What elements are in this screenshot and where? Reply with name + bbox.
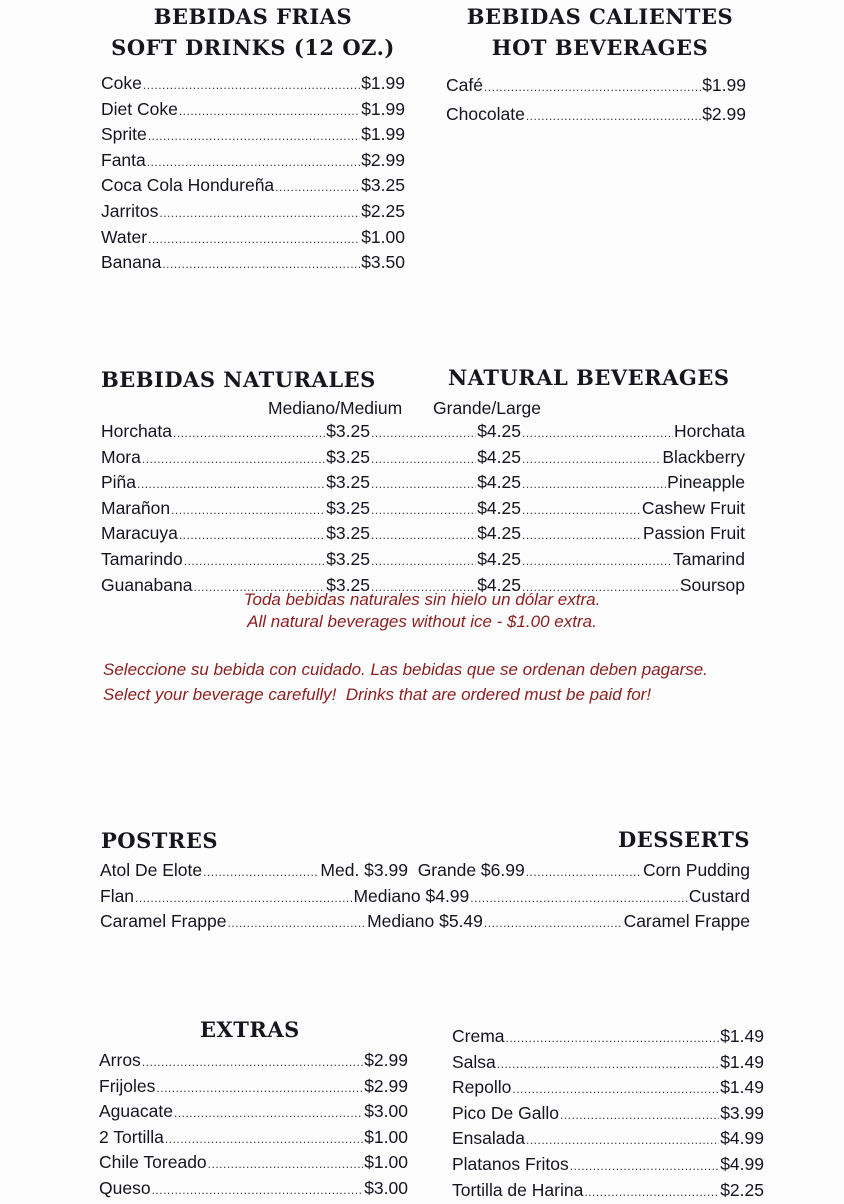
large-price: $4.25	[477, 497, 521, 518]
extras-left-list	[99, 1049, 408, 1203]
menu-item-row	[99, 1075, 408, 1101]
item-price: $4.99	[720, 1153, 764, 1174]
item-name: Chocolate	[446, 104, 525, 124]
menu-item-row	[99, 1151, 408, 1177]
leader-dots	[522, 473, 666, 497]
medium-price: $3.25	[326, 421, 370, 441]
english-segment	[521, 548, 745, 574]
item-name: Chile Toreado	[99, 1152, 207, 1173]
menu-item-row	[101, 72, 405, 98]
leader-dots	[179, 524, 325, 548]
medium-price: $3.25	[326, 472, 370, 493]
english-name: Pineapple	[667, 472, 745, 493]
large-segment	[370, 471, 521, 497]
dessert-price: Mediano $5.49	[367, 911, 483, 932]
leader-dots	[275, 176, 360, 200]
leader-dots	[203, 861, 319, 885]
large-price: $4.25	[477, 446, 521, 467]
leader-dots	[156, 1077, 363, 1101]
item-name: Tamarindo	[101, 548, 183, 569]
menu-item-row	[101, 226, 405, 252]
item-price: $2.99	[364, 1050, 408, 1070]
menu-item-row	[452, 1179, 764, 1204]
leader-dots	[522, 448, 661, 472]
natural-title-en: NATURAL BEVERAGES	[448, 365, 730, 390]
english-segment	[521, 446, 745, 472]
leader-dots	[148, 228, 360, 252]
item-name: Salsa	[452, 1051, 496, 1072]
desserts-title-es: POSTRES	[101, 828, 219, 853]
warning-es: Seleccione su bebida con cuidado. Las bebidas que se ordenan deben pagarse.	[103, 660, 708, 679]
item-name: Platanos Fritos	[452, 1153, 569, 1174]
item-price: $1.49	[720, 1051, 764, 1072]
size-medium-label: Mediano/Medium	[268, 398, 403, 418]
large-segment	[370, 497, 521, 523]
hot-beverages-title-en: HOT BEVERAGES	[491, 35, 709, 60]
leader-dots	[526, 103, 701, 130]
english-name: Tamarind	[673, 548, 745, 569]
english-name: Custard	[688, 885, 750, 906]
soft-drinks-list	[101, 72, 405, 277]
item-price: $2.99	[702, 104, 746, 124]
menu-item-row	[99, 1177, 408, 1203]
item-price: $3.50	[361, 252, 405, 273]
english-name: Horchata	[673, 421, 745, 441]
english-name: Blackberry	[662, 446, 745, 467]
item-price: $3.00	[364, 1177, 408, 1198]
menu-item-row	[99, 1049, 408, 1075]
large-segment	[370, 548, 521, 574]
menu-item-row	[446, 72, 746, 101]
leader-dots	[371, 550, 476, 574]
leader-dots	[526, 1129, 719, 1153]
item-price: $1.99	[361, 98, 405, 119]
english-name: Corn Pudding	[642, 860, 751, 880]
item-name: Piña	[101, 472, 137, 493]
leader-dots	[584, 1181, 719, 1204]
leader-dots	[152, 1179, 364, 1203]
menu-item-row	[101, 98, 405, 124]
leader-dots	[522, 499, 641, 523]
item-price: $2.25	[361, 200, 405, 221]
leader-dots	[371, 524, 476, 548]
menu-item-row	[452, 1102, 764, 1128]
natural-note-es: Toda bebidas naturales sin hielo un dólar extra.	[243, 590, 601, 609]
item-name: Coca Cola Hondureña	[101, 175, 275, 196]
item-name: Guanabana	[101, 574, 193, 595]
item-name: Arros	[99, 1050, 141, 1070]
size-large-label: Grande/Large	[433, 398, 541, 418]
medium-price: $3.25	[326, 446, 370, 467]
item-name: Tortilla de Harina	[452, 1179, 584, 1200]
leader-dots	[371, 499, 476, 523]
leader-dots	[143, 74, 360, 98]
item-name: Ensalada	[452, 1128, 525, 1149]
large-segment	[370, 522, 521, 548]
item-name: Maracuya	[101, 523, 178, 544]
leader-dots	[179, 100, 360, 124]
item-name: Queso	[99, 1177, 151, 1198]
english-name: Soursop	[679, 574, 745, 595]
large-price: $4.25	[477, 421, 521, 441]
item-name: Diet Coke	[101, 98, 178, 119]
item-price: $3.25	[361, 175, 405, 196]
medium-segment	[101, 471, 370, 497]
leader-dots	[184, 550, 325, 574]
english-name: Cashew Fruit	[641, 497, 745, 518]
natural-title-es: BEBIDAS NATURALES	[101, 367, 376, 392]
leader-dots	[371, 448, 476, 472]
item-price: $2.99	[364, 1075, 408, 1096]
medium-segment	[101, 420, 370, 446]
item-price: $3.99	[720, 1102, 764, 1123]
dessert-item-row	[100, 910, 750, 936]
natural-beverages-list	[101, 420, 745, 599]
english-segment	[521, 471, 745, 497]
item-name: 2 Tortilla	[99, 1126, 164, 1147]
leader-dots	[506, 1027, 720, 1051]
natural-item-row	[101, 446, 745, 472]
leader-dots	[371, 422, 476, 446]
natural-item-row	[101, 420, 745, 446]
english-segment	[521, 522, 745, 548]
extras-right-list	[452, 1025, 764, 1204]
medium-segment	[101, 548, 370, 574]
soft-drinks-title-es: BEBIDAS FRIAS	[153, 4, 353, 29]
dessert-price: Mediano $4.99	[353, 885, 470, 906]
item-price: $3.00	[364, 1101, 408, 1122]
menu-item-row	[101, 123, 405, 149]
leader-dots	[522, 550, 672, 574]
item-price: $1.49	[720, 1077, 764, 1098]
item-name: Flan	[100, 885, 135, 906]
item-name: Banana	[101, 252, 162, 273]
item-price: $1.00	[364, 1126, 408, 1147]
leader-dots	[227, 912, 366, 936]
leader-dots	[484, 74, 701, 101]
dessert-item-row	[100, 859, 750, 885]
dessert-item-row	[100, 885, 750, 911]
item-name: Mora	[101, 446, 141, 467]
menu-item-row	[452, 1153, 764, 1179]
item-price: $2.99	[361, 149, 405, 170]
menu-item-row	[452, 1127, 764, 1153]
item-price: $1.00	[361, 226, 405, 247]
menu-item-row	[452, 1025, 764, 1051]
leader-dots	[570, 1155, 719, 1179]
desserts-title-en: DESSERTS	[618, 827, 750, 852]
item-name: Caramel Frappe	[100, 911, 227, 932]
leader-dots	[159, 202, 360, 226]
medium-price: $3.25	[326, 523, 370, 544]
menu-item-row	[99, 1126, 408, 1152]
soft-drinks-title-en: SOFT DRINKS (12 OZ.)	[111, 35, 395, 60]
leader-dots	[371, 473, 476, 497]
extras-title: EXTRAS	[200, 1017, 300, 1042]
warning-en: Select your beverage carefully! Drinks that are ordered must be paid for!	[103, 685, 652, 704]
medium-segment	[101, 522, 370, 548]
item-price: $1.99	[361, 73, 405, 93]
medium-segment	[101, 497, 370, 523]
leader-dots	[174, 1102, 363, 1126]
item-name: Jarritos	[101, 200, 159, 221]
item-name: Sprite	[101, 124, 147, 145]
leader-dots	[142, 1051, 363, 1075]
item-name: Fanta	[101, 149, 146, 170]
menu-item-row	[101, 174, 405, 200]
item-price: $2.25	[720, 1179, 764, 1200]
item-name: Horchata	[101, 421, 173, 441]
large-price: $4.25	[477, 548, 521, 569]
english-segment	[521, 497, 745, 523]
english-segment	[521, 420, 745, 446]
dessert-price: Med. $3.99 Grande $6.99	[320, 860, 525, 880]
medium-segment	[101, 446, 370, 472]
large-price: $4.25	[477, 574, 521, 595]
leader-dots	[162, 253, 360, 277]
desserts-list	[100, 859, 750, 936]
leader-dots	[512, 1078, 719, 1102]
item-name: Coke	[101, 73, 142, 93]
leader-dots	[147, 151, 360, 175]
medium-price: $3.25	[326, 574, 370, 595]
leader-dots	[522, 422, 673, 446]
menu-item-row	[99, 1100, 408, 1126]
natural-item-row	[101, 497, 745, 523]
leader-dots	[137, 473, 325, 497]
item-name: Aguacate	[99, 1101, 173, 1122]
leader-dots	[526, 861, 642, 885]
medium-price: $3.25	[326, 548, 370, 569]
english-name: Passion Fruit	[642, 523, 745, 544]
item-name: Café	[446, 75, 483, 95]
medium-price: $3.25	[326, 497, 370, 518]
item-price: $1.99	[702, 75, 746, 95]
item-name: Pico De Gallo	[452, 1102, 559, 1123]
menu-item-row	[452, 1051, 764, 1077]
large-segment	[370, 420, 521, 446]
natural-item-row	[101, 522, 745, 548]
item-name: Marañon	[101, 497, 171, 518]
leader-dots	[142, 448, 325, 472]
item-name: Crema	[452, 1026, 505, 1046]
natural-item-row	[101, 548, 745, 574]
leader-dots	[165, 1128, 363, 1152]
item-price: $1.49	[720, 1026, 764, 1046]
leader-dots	[208, 1153, 364, 1177]
large-price: $4.25	[477, 523, 521, 544]
english-name: Caramel Frappe	[623, 911, 751, 932]
menu-item-row	[101, 200, 405, 226]
leader-dots	[148, 125, 360, 149]
item-price: $1.00	[364, 1152, 408, 1173]
item-name: Repollo	[452, 1077, 512, 1098]
large-price: $4.25	[477, 472, 521, 493]
menu-item-row	[452, 1076, 764, 1102]
leader-dots	[135, 887, 352, 911]
menu-item-row	[446, 101, 746, 130]
item-price: $4.99	[720, 1128, 764, 1149]
hot-beverages-title-es: BEBIDAS CALIENTES	[466, 4, 734, 29]
leader-dots	[560, 1104, 719, 1128]
menu-item-row	[101, 251, 405, 277]
item-name: Atol De Elote	[100, 860, 203, 880]
natural-item-row	[101, 471, 745, 497]
leader-dots	[497, 1053, 719, 1077]
leader-dots	[470, 887, 687, 911]
menu-item-row	[101, 149, 405, 175]
large-segment	[370, 446, 521, 472]
item-name: Frijoles	[99, 1075, 156, 1096]
leader-dots	[484, 912, 623, 936]
leader-dots	[171, 499, 325, 523]
item-name: Water	[101, 226, 148, 247]
natural-note-en: All natural beverages without ice - $1.00 extra.	[247, 612, 597, 631]
leader-dots	[173, 422, 325, 446]
hot-beverages-list	[446, 72, 746, 130]
item-price: $1.99	[361, 124, 405, 145]
leader-dots	[522, 524, 642, 548]
